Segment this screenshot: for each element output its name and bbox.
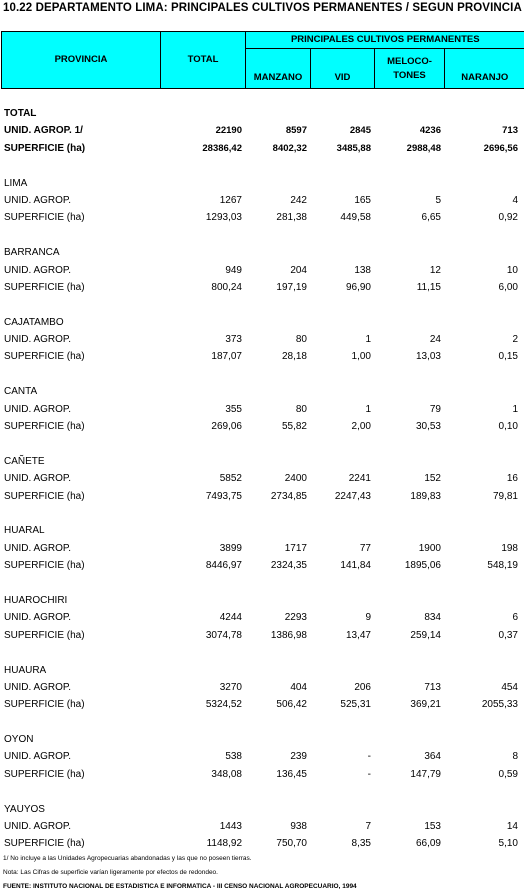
- province-name-row: [0, 315, 524, 332]
- total-unid-total: 22190: [215, 125, 242, 137]
- sup-naranjo-cell: 0,59: [498, 768, 518, 780]
- unid-melocotones-cell: 79: [429, 403, 441, 415]
- unid-manzano-cell: 204: [290, 264, 307, 276]
- sup-melocotones-cell: 30,53: [415, 421, 441, 433]
- sup-label: SUPERFICIE (ha): [4, 838, 85, 850]
- unid-naranjo-cell: 4: [512, 194, 518, 206]
- unid-manzano-cell: 80: [295, 403, 307, 415]
- unid-label: UNID. AGROP.: [4, 334, 72, 346]
- province-sup-row: [0, 349, 524, 366]
- unid-naranjo-cell: 10: [506, 264, 518, 276]
- total-sup-vid: 3485,88: [336, 142, 371, 154]
- province-name: HUAURA: [4, 664, 47, 676]
- sup-total-cell: 5324,52: [205, 699, 242, 711]
- total-unid-melocotones: 4236: [419, 125, 441, 137]
- province-name: HUAROCHIRI: [4, 594, 68, 606]
- row-spacer: [0, 367, 524, 384]
- row-spacer: [0, 158, 524, 175]
- sup-label: SUPERFICIE (ha): [4, 281, 85, 293]
- unid-vid-cell: 2241: [348, 473, 371, 485]
- unid-vid-cell: -: [367, 751, 371, 763]
- province-name: OYON: [4, 734, 34, 746]
- sup-label: SUPERFICIE (ha): [4, 560, 85, 572]
- province-sup-row: [0, 489, 524, 506]
- sup-naranjo-cell: 79,81: [492, 490, 518, 502]
- province-sup-row: [0, 558, 524, 575]
- unid-manzano-cell: 242: [290, 194, 307, 206]
- province-name-row: [0, 593, 524, 610]
- total-sup-manzano: 8402,32: [272, 142, 307, 154]
- province-name: CAJATAMBO: [4, 316, 64, 328]
- unid-naranjo-cell: 8: [512, 751, 518, 763]
- row-spacer: [0, 297, 524, 314]
- unid-naranjo-cell: 14: [506, 821, 518, 833]
- total-sup-melocotones: 2988,48: [406, 142, 441, 154]
- province-unid-row: [0, 332, 524, 349]
- sup-melocotones-cell: 11,15: [416, 281, 441, 293]
- unid-melocotones-cell: 713: [424, 681, 441, 693]
- sup-manzano-cell: 136,45: [276, 768, 307, 780]
- province-name-row: [0, 523, 524, 540]
- unid-naranjo-cell: 16: [506, 473, 518, 485]
- total-unid-label: UNID. AGROP. 1/: [4, 125, 83, 137]
- sup-vid-cell: 13,47: [345, 629, 371, 641]
- unid-manzano-cell: 938: [290, 821, 307, 833]
- header-melocotones: MELOCO- TONES: [375, 49, 445, 89]
- table-body: [0, 106, 524, 854]
- sup-total-cell: 187,07: [211, 351, 242, 363]
- unid-total-cell: 5852: [219, 473, 242, 485]
- unid-vid-cell: 138: [354, 264, 371, 276]
- sup-total-cell: 800,24: [211, 281, 242, 293]
- province-unid-row: [0, 610, 524, 627]
- sup-label: SUPERFICIE (ha): [4, 421, 85, 433]
- province-sup-row: [0, 210, 524, 227]
- header-manzano: MANZANO: [246, 49, 311, 89]
- sup-manzano-cell: 55,82: [281, 421, 307, 433]
- sup-naranjo-cell: 6,00: [498, 281, 518, 293]
- sup-melocotones-cell: 189,83: [410, 490, 441, 502]
- sup-vid-cell: 525,31: [340, 699, 371, 711]
- sup-manzano-cell: 2734,85: [270, 490, 307, 502]
- sup-manzano-cell: 281,38: [276, 212, 307, 224]
- unid-total-cell: 3899: [219, 542, 242, 554]
- unid-total-cell: 373: [225, 334, 242, 346]
- sup-manzano-cell: 750,70: [276, 838, 307, 850]
- province-unid-row: [0, 680, 524, 697]
- footnote-1: 1/ No incluye a las Unidades Agropecuarias abandonadas y las que no poseen tierras.: [3, 855, 252, 862]
- sup-manzano-cell: 506,42: [276, 699, 307, 711]
- header-group: PRINCIPALES CULTIVOS PERMANENTES: [246, 32, 524, 49]
- sup-vid-cell: -: [367, 768, 371, 780]
- sup-melocotones-cell: 259,14: [410, 629, 441, 641]
- row-spacer: [0, 576, 524, 593]
- sup-manzano-cell: 2324,35: [270, 560, 307, 572]
- province-unid-row: [0, 471, 524, 488]
- unid-manzano-cell: 404: [290, 681, 307, 693]
- total-unid-naranjo: 713: [502, 125, 518, 137]
- unid-melocotones-cell: 364: [424, 751, 441, 763]
- footnote-note: Nota: Las Cifras de superficie varían ligeramente por efectos de redondeo.: [3, 869, 218, 876]
- unid-melocotones-cell: 834: [424, 612, 441, 624]
- unid-manzano-cell: 80: [295, 334, 307, 346]
- province-name-row: [0, 663, 524, 680]
- sup-melocotones-cell: 147,79: [410, 768, 441, 780]
- header-provincia: PROVINCIA: [2, 32, 161, 89]
- unid-label: UNID. AGROP.: [4, 403, 72, 415]
- province-name: LIMA: [4, 177, 28, 189]
- unid-naranjo-cell: 2: [512, 334, 518, 346]
- sup-label: SUPERFICIE (ha): [4, 490, 85, 502]
- total-unid-vid: 2845: [349, 125, 371, 137]
- unid-total-cell: 1267: [219, 194, 242, 206]
- sup-vid-cell: 1,00: [351, 351, 371, 363]
- unid-naranjo-cell: 1: [512, 403, 518, 415]
- unid-melocotones-cell: 24: [429, 334, 441, 346]
- province-name-row: [0, 245, 524, 262]
- sup-naranjo-cell: 0,92: [498, 212, 518, 224]
- sup-manzano-cell: 197,19: [276, 281, 307, 293]
- sup-melocotones-cell: 66,09: [415, 838, 441, 850]
- province-name: BARRANCA: [4, 247, 60, 259]
- province-name-row: [0, 732, 524, 749]
- province-unid-row: [0, 402, 524, 419]
- province-sup-row: [0, 836, 524, 853]
- province-unid-row: [0, 541, 524, 558]
- row-spacer: [0, 506, 524, 523]
- province-name-row: [0, 454, 524, 471]
- sup-label: SUPERFICIE (ha): [4, 212, 85, 224]
- unid-naranjo-cell: 6: [512, 612, 518, 624]
- province-unid-row: [0, 819, 524, 836]
- sup-vid-cell: 8,35: [351, 838, 371, 850]
- sup-label: SUPERFICIE (ha): [4, 768, 85, 780]
- province-name-row: [0, 176, 524, 193]
- total-unid-row: [0, 123, 524, 140]
- unid-vid-cell: 77: [359, 542, 371, 554]
- unid-vid-cell: 165: [354, 194, 371, 206]
- header-vid: VID: [311, 49, 375, 89]
- province-unid-row: [0, 193, 524, 210]
- total-heading-row: [0, 106, 524, 123]
- sup-manzano-cell: 1386,98: [270, 629, 307, 641]
- unid-label: UNID. AGROP.: [4, 681, 72, 693]
- source-line: FUENTE: INSTITUTO NACIONAL DE ESTADISTICA E INFORMATICA - III CENSO NACIONAL AGROPECUARIO, 1994: [3, 883, 357, 890]
- row-spacer: [0, 715, 524, 732]
- sup-melocotones-cell: 6,65: [421, 212, 441, 224]
- province-unid-row: [0, 263, 524, 280]
- unid-melocotones-cell: 1900: [418, 542, 441, 554]
- unid-vid-cell: 1: [365, 403, 371, 415]
- sup-naranjo-cell: 2055,33: [481, 699, 518, 711]
- province-name: YAUYOS: [4, 803, 45, 815]
- unid-vid-cell: 206: [354, 681, 371, 693]
- unid-label: UNID. AGROP.: [4, 194, 72, 206]
- row-spacer: [0, 645, 524, 662]
- unid-melocotones-cell: 5: [435, 194, 441, 206]
- unid-manzano-cell: 239: [290, 751, 307, 763]
- unid-manzano-cell: 2400: [284, 473, 307, 485]
- unid-label: UNID. AGROP.: [4, 542, 72, 554]
- sup-melocotones-cell: 1895,06: [404, 560, 441, 572]
- unid-vid-cell: 9: [365, 612, 371, 624]
- unid-label: UNID. AGROP.: [4, 264, 72, 276]
- total-sup-naranjo: 2696,56: [483, 142, 518, 154]
- row-spacer: [0, 436, 524, 453]
- row-spacer: [0, 784, 524, 801]
- province-name: CANTA: [4, 386, 38, 398]
- sup-naranjo-cell: 548,19: [487, 560, 518, 572]
- unid-vid-cell: 1: [365, 334, 371, 346]
- sup-total-cell: 269,06: [211, 421, 242, 433]
- province-sup-row: [0, 280, 524, 297]
- unid-label: UNID. AGROP.: [4, 473, 72, 485]
- province-unid-row: [0, 749, 524, 766]
- sup-vid-cell: 2,00: [351, 421, 371, 433]
- unid-melocotones-cell: 152: [424, 473, 441, 485]
- unid-naranjo-cell: 454: [501, 681, 518, 693]
- unid-vid-cell: 7: [365, 821, 371, 833]
- row-spacer: [0, 228, 524, 245]
- header-naranjo: NARANJO: [445, 49, 524, 89]
- sup-label: SUPERFICIE (ha): [4, 699, 85, 711]
- total-unid-manzano: 8597: [285, 125, 307, 137]
- unid-label: UNID. AGROP.: [4, 612, 72, 624]
- unid-total-cell: 355: [225, 403, 242, 415]
- sup-vid-cell: 96,90: [345, 281, 371, 293]
- unid-total-cell: 4244: [219, 612, 242, 624]
- sup-total-cell: 1148,92: [206, 838, 242, 850]
- unid-label: UNID. AGROP.: [4, 751, 72, 763]
- total-sup-row: [0, 141, 524, 158]
- province-sup-row: [0, 628, 524, 645]
- table-title: 10.22 DEPARTAMENTO LIMA: PRINCIPALES CULTIVOS PERMANENTES / SEGUN PROVINCIA: [3, 2, 522, 14]
- province-sup-row: [0, 767, 524, 784]
- header-total: TOTAL: [161, 32, 246, 89]
- sup-naranjo-cell: 0,10: [498, 421, 518, 433]
- unid-melocotones-cell: 12: [429, 264, 441, 276]
- unid-manzano-cell: 2293: [284, 612, 307, 624]
- sup-total-cell: 3074,78: [205, 629, 242, 641]
- sup-label: SUPERFICIE (ha): [4, 351, 85, 363]
- unid-total-cell: 3270: [219, 681, 242, 693]
- total-heading: TOTAL: [4, 108, 37, 119]
- sup-melocotones-cell: 13,03: [415, 351, 441, 363]
- sup-vid-cell: 449,58: [340, 212, 371, 224]
- sup-naranjo-cell: 0,37: [498, 629, 518, 641]
- province-name-row: [0, 802, 524, 819]
- sup-vid-cell: 141,84: [340, 560, 371, 572]
- province-sup-row: [0, 697, 524, 714]
- sup-total-cell: 348,08: [211, 768, 242, 780]
- province-name-row: [0, 384, 524, 401]
- sup-manzano-cell: 28,18: [281, 351, 307, 363]
- province-sup-row: [0, 419, 524, 436]
- unid-naranjo-cell: 198: [501, 542, 518, 554]
- unid-total-cell: 949: [225, 264, 242, 276]
- sup-melocotones-cell: 369,21: [410, 699, 441, 711]
- sup-vid-cell: 2247,43: [334, 490, 371, 502]
- unid-manzano-cell: 1717: [284, 542, 307, 554]
- sup-label: SUPERFICIE (ha): [4, 629, 85, 641]
- unid-melocotones-cell: 153: [424, 821, 441, 833]
- sup-total-cell: 8446,97: [205, 560, 242, 572]
- province-name: CAÑETE: [4, 455, 45, 467]
- sup-total-cell: 1293,03: [205, 212, 242, 224]
- sup-total-cell: 7493,75: [205, 490, 242, 502]
- unid-total-cell: 538: [225, 751, 242, 763]
- unid-label: UNID. AGROP.: [4, 821, 72, 833]
- province-name: HUARAL: [4, 525, 45, 537]
- unid-total-cell: 1443: [219, 821, 242, 833]
- total-sup-total: 28386,42: [202, 142, 242, 154]
- province-list: [0, 158, 524, 854]
- table-header: [1, 31, 524, 89]
- sup-naranjo-cell: 5,10: [498, 838, 518, 850]
- total-sup-label: SUPERFICIE (ha): [4, 142, 86, 154]
- sup-naranjo-cell: 0,15: [498, 351, 518, 363]
